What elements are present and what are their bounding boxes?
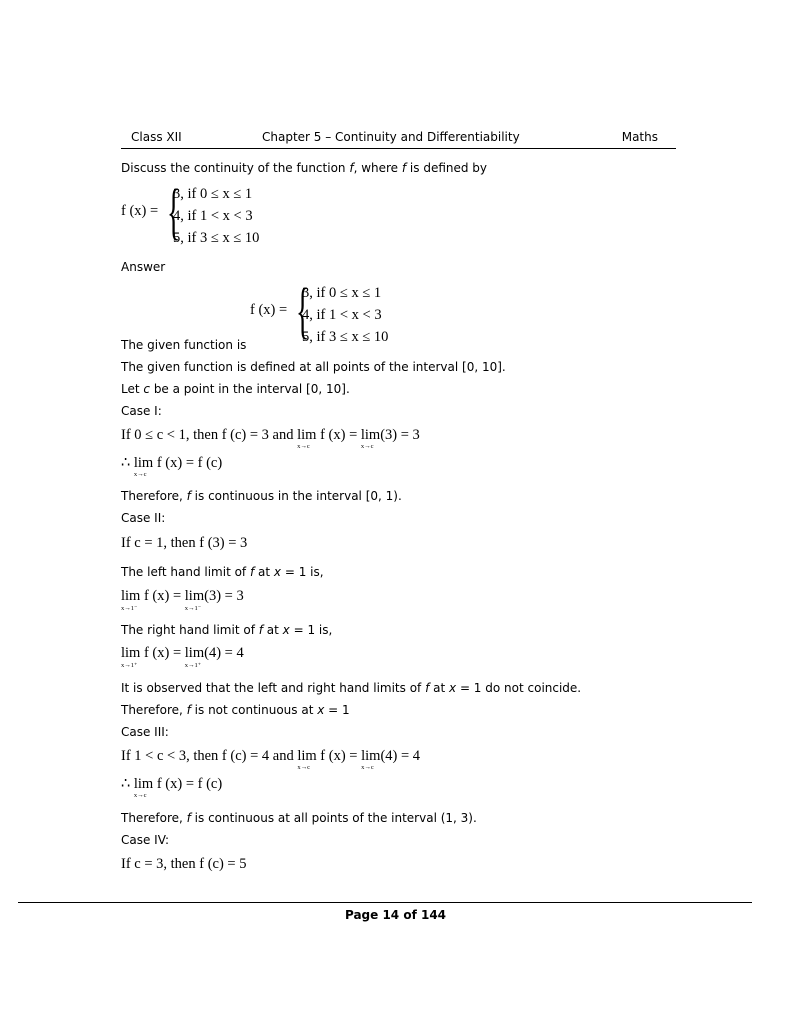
piecewise-lhs: f (x) = [250,302,288,318]
case-3-label: Case III: [121,725,169,739]
case-3-conclusion: Therefore, f is continuous at all points of the interval (1, 3). [121,811,477,825]
piecewise-lhs: f (x) = [121,203,159,219]
case-row: 4, if 1 < x < 3 [173,208,253,224]
given-function-text: The given function is [121,338,247,352]
footer-divider [18,902,752,903]
case-3-equation: If 1 < c < 3, then f (c) = 4 and lim x→c f (x) = lim x→c (4) = 4 [121,748,421,771]
defined-all-points-text: The given function is defined at all points of the interval [0, 10]. [121,360,506,374]
case-1-therefore: ∴ lim x→c f (x) = f (c) [121,455,223,478]
limit-operator: lim x→1⁺ [184,645,205,669]
limit-operator: lim x→1⁻ [184,588,205,612]
limit-operator: lim x→1⁻ [121,588,141,612]
question-text: Discuss the continuity of the function f, where f is defined by [121,161,488,175]
case-row: 3, if 0 ≤ x ≤ 1 [173,186,253,202]
header-class: Class XII [131,130,182,144]
case-1-equation: If 0 ≤ c < 1, then f (c) = 3 and lim x→c f (x) = lim x→c (3) = 3 [121,427,420,450]
header-subject: Maths [621,130,658,144]
page-header [121,130,676,149]
header-chapter: Chapter 5 – Continuity and Differentiability [262,130,520,144]
limit-operator: lim x→c [360,427,381,450]
case-1-label: Case I: [121,404,162,418]
right-hand-limit-equation: lim x→1⁺ f (x) = lim x→1⁺ (4) = 4 [121,645,244,669]
right-hand-limit-text: The right hand limit of f at x = 1 is, [121,623,333,637]
limit-operator: lim x→1⁺ [121,645,141,669]
piecewise-cases [173,183,259,249]
piecewise-cases [302,282,388,348]
left-hand-limit-text: The left hand limit of f at x = 1 is, [121,565,324,579]
case-4-equation: If c = 3, then f (c) = 5 [121,856,247,872]
limit-operator: lim x→c [133,455,154,478]
limit-operator: lim x→c [133,776,154,799]
case-row: 4, if 1 < x < 3 [302,307,382,323]
case-2-equation: If c = 1, then f (3) = 3 [121,535,248,551]
case-2-conclusion: Therefore, f is not continuous at x = 1 [121,703,350,717]
case-row: 5, if 3 ≤ x ≤ 10 [302,329,389,345]
page-number: Page 14 of 144 [344,908,447,922]
case-4-label: Case IV: [121,833,169,847]
case-2-label: Case II: [121,511,166,525]
limits-do-not-coincide-text: It is observed that the left and right hand limits of f at x = 1 do not coincide. [121,681,582,695]
case-row: 5, if 3 ≤ x ≤ 10 [173,230,260,246]
limit-operator: lim x→c [297,748,317,771]
let-c-text: Let c be a point in the interval [0, 10]. [121,382,350,396]
answer-label: Answer [121,260,166,274]
left-brace: { [296,277,310,345]
case-3-therefore: ∴ lim x→c f (x) = f (c) [121,776,223,799]
left-brace: { [167,178,181,246]
left-hand-limit-equation: lim x→1⁻ f (x) = lim x→1⁻ (3) = 3 [121,588,244,612]
case-1-conclusion: Therefore, f is continuous in the interval [0, 1). [121,489,402,503]
limit-operator: lim x→c [361,748,381,771]
limit-operator: lim x→c [297,427,317,450]
case-row: 3, if 0 ≤ x ≤ 1 [302,285,382,301]
